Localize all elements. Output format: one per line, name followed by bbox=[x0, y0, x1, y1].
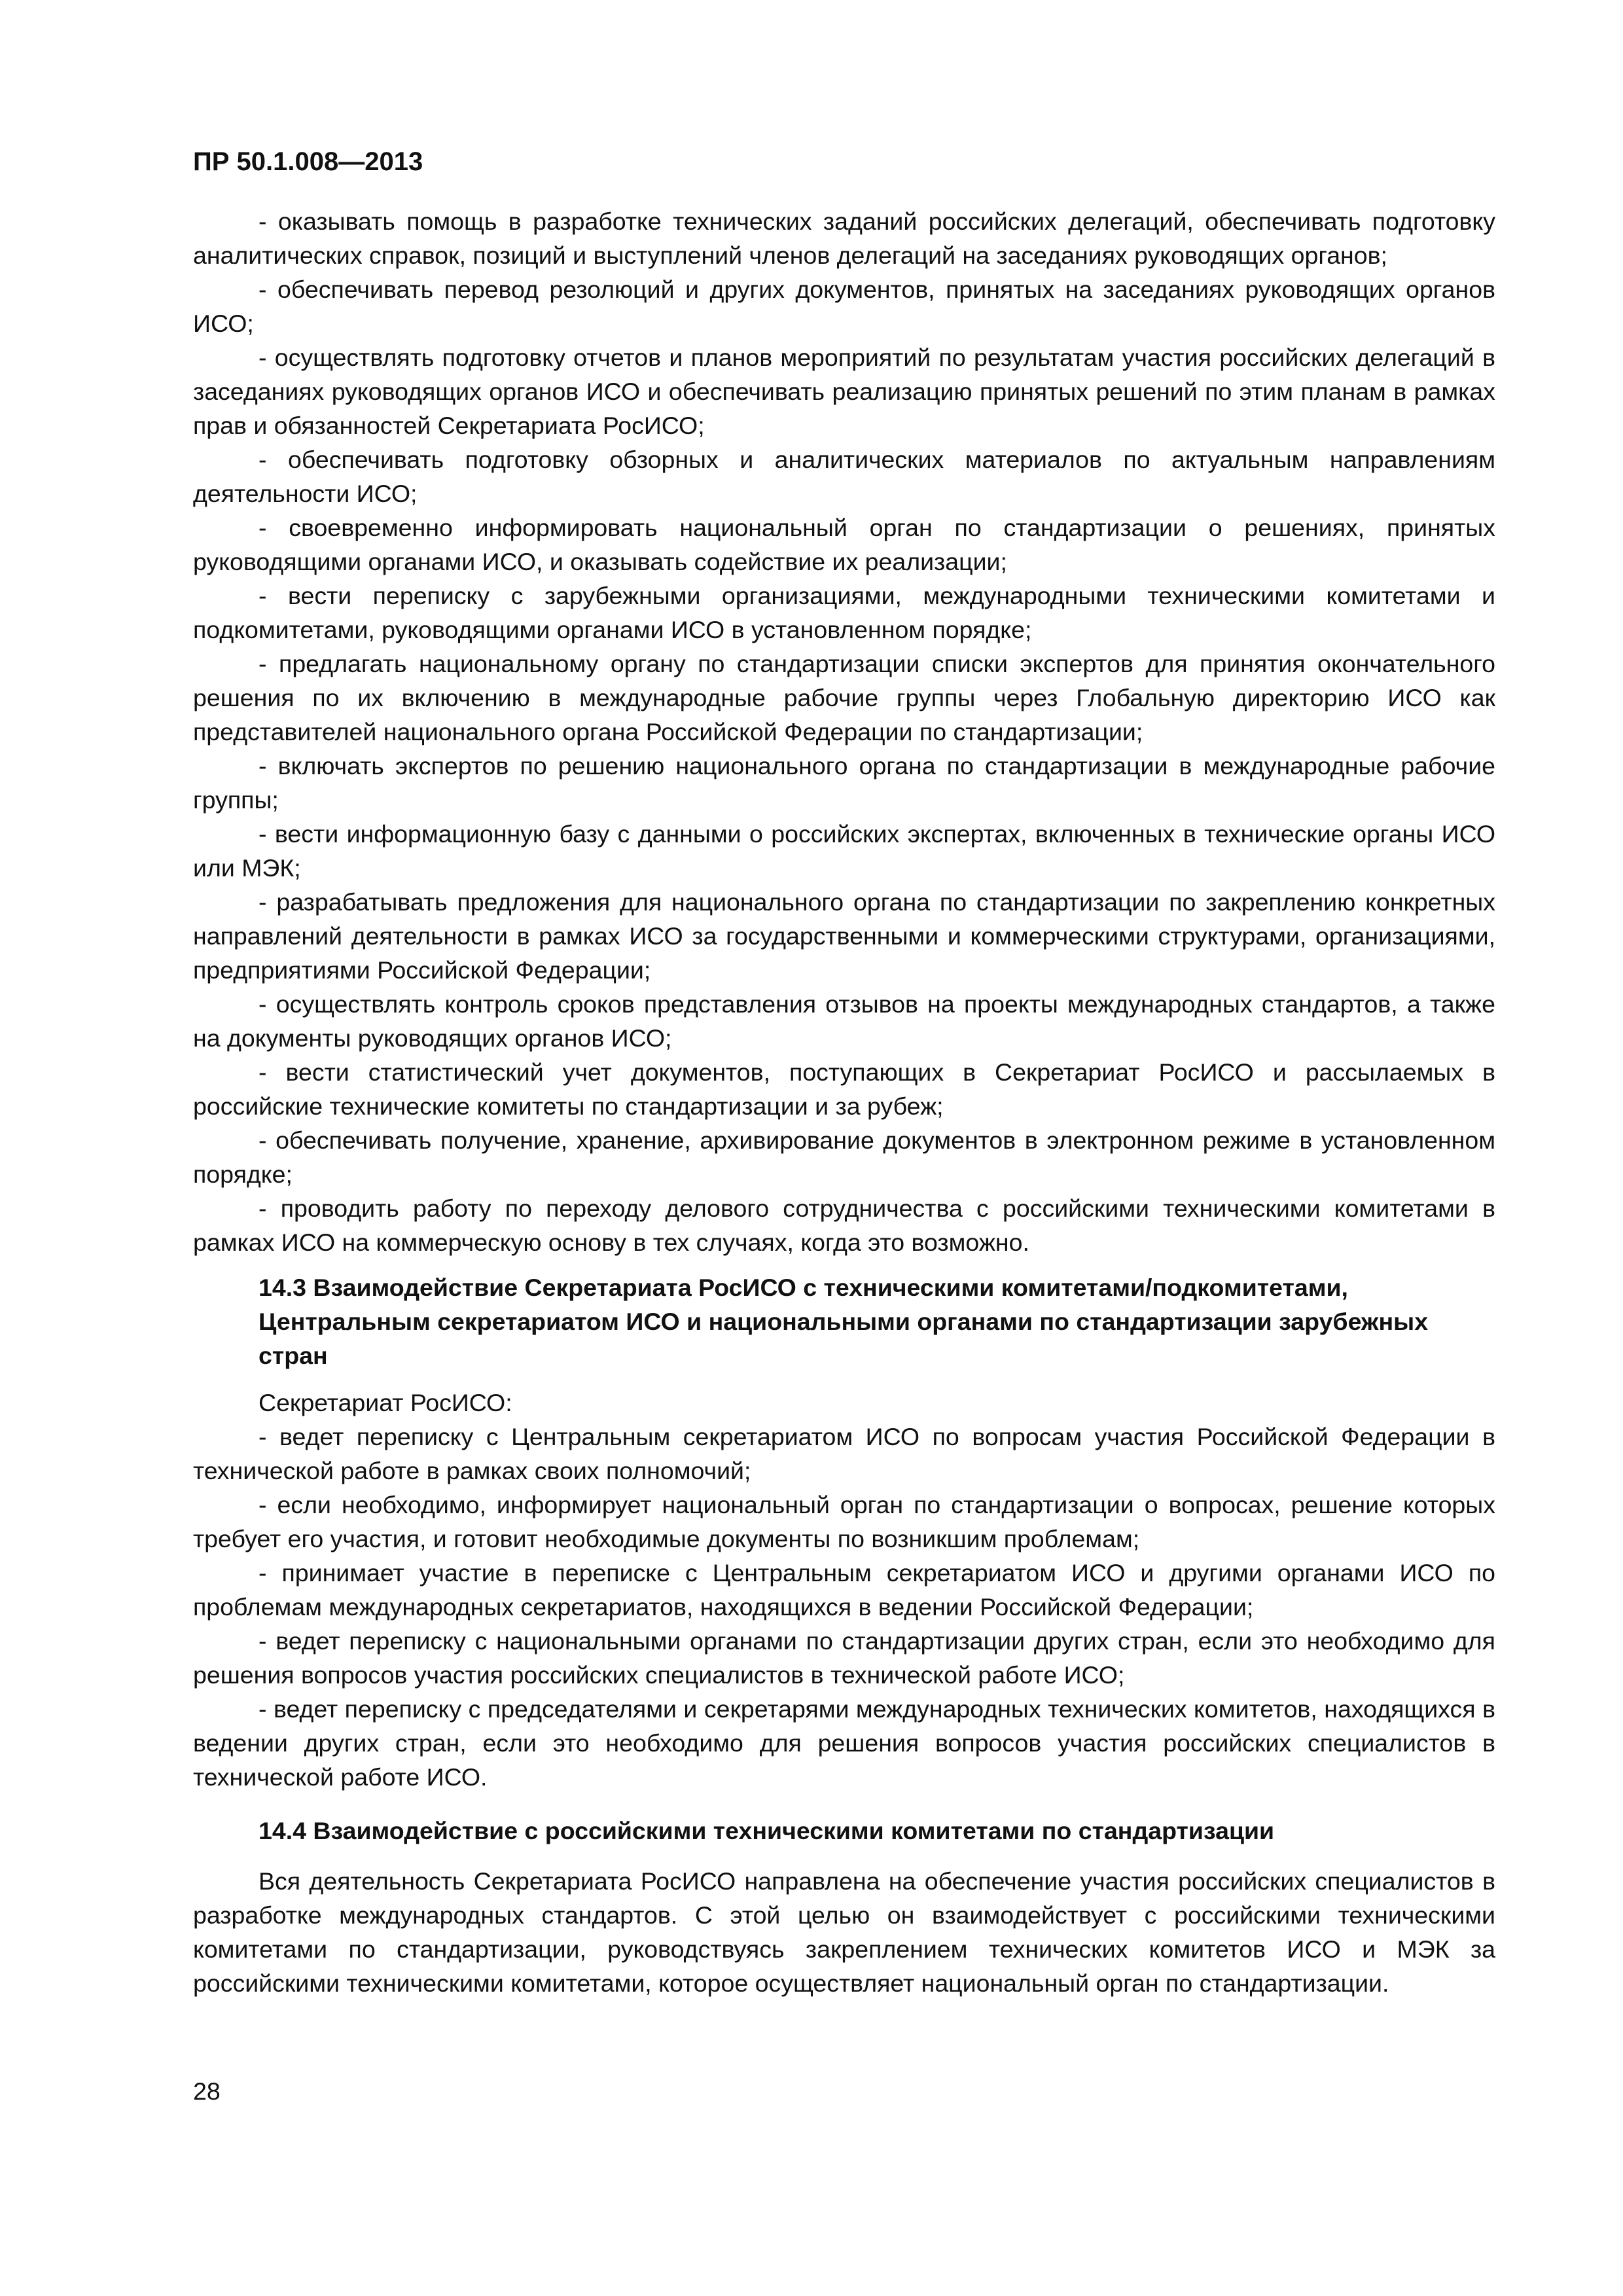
list-item: - вести статистический учет документов, поступающих в Секретариат РосИСО и рассылаемых в российские технические комитеты по стандартизации и за рубеж; bbox=[193, 1058, 1495, 1120]
list-item: - своевременно информировать национальный орган по стандартизации о решениях, принятых руководящими органами ИСО, и оказывать содействие их реализации; bbox=[193, 514, 1495, 575]
section-lead: Секретариат РосИСО: bbox=[259, 1389, 512, 1416]
list-item: - обеспечивать получение, хранение, архивирование документов в электронном режиме в установленном порядке; bbox=[193, 1126, 1495, 1188]
list-item: - разрабатывать предложения для национального органа по стандартизации по закреплению конкретных направлений деятельности в рамках ИСО за государственными и коммерческими структурами, организациями, предприятиями Российской Федерации; bbox=[193, 888, 1495, 984]
page-number: 28 bbox=[193, 2077, 221, 2105]
list-item: - включать экспертов по решению национального органа по стандартизации в международные рабочие группы; bbox=[193, 752, 1495, 814]
list-item: - проводить работу по переходу делового сотрудничества с российскими техническими комитетами в рамках ИСО на коммерческую основу в тех случаях, когда это возможно. bbox=[193, 1194, 1495, 1256]
document-code: ПР 50.1.008—2013 bbox=[193, 147, 423, 176]
list-item: - ведет переписку с Центральным секретариатом ИСО по вопросам участия Российской Федерации в технической работе в рамках своих полномочий; bbox=[193, 1423, 1495, 1484]
list-item: - вести переписку с зарубежными организациями, международными техническими комитетами и подкомитетами, руководящими органами ИСО в установленном порядке; bbox=[193, 582, 1495, 643]
list-item: - осуществлять подготовку отчетов и планов мероприятий по результатам участия российских делегаций в заседаниях руководящих органов ИСО и обеспечивать реализацию принятых решений по этим планам в рамках прав и обязанностей Секретариата РосИСО; bbox=[193, 344, 1495, 439]
section-paragraph: Вся деятельность Секретариата РосИСО направлена на обеспечение участия российских специалистов в разработке международных стандартов. С этой целью он взаимодействует с российскими техническими комитетами по стандартизации, руководствуясь закреплением технических комитетов ИСО и МЭК за российскими техническими комитетами, которое осуществляет национальный орган по стандартизации. bbox=[193, 1867, 1495, 1997]
section-heading-14-3: 14.3 Взаимодействие Секретариата РосИСО с техническими комитетами/подкомитетами, Центральным секретариатом ИСО и национальными органами по стандартизации зарубежных стран bbox=[259, 1274, 1429, 1369]
list-item: - если необходимо, информирует национальный орган по стандартизации о вопросах, решение которых требует его участия, и готовит необходимые документы по возникшим проблемам; bbox=[193, 1491, 1495, 1552]
list-item: - принимает участие в переписке с Центральным секретариатом ИСО и другими органами ИСО по проблемам международных секретариатов, находящихся в ведении Российской Федерации; bbox=[193, 1559, 1495, 1621]
list-item: - обеспечивать перевод резолюций и других документов, принятых на заседаниях руководящих органов ИСО; bbox=[193, 276, 1495, 337]
list-item: - обеспечивать подготовку обзорных и аналитических материалов по актуальным направлениям деятельности ИСО; bbox=[193, 446, 1495, 507]
section-heading-14-4: 14.4 Взаимодействие с российскими техническими комитетами по стандартизации bbox=[259, 1817, 1275, 1844]
list-item: - ведет переписку с председателями и секретарями международных технических комитетов, находящихся в ведении других стран, если это необходимо для решения вопросов участия российских специалистов в технической работе ИСО. bbox=[193, 1695, 1495, 1791]
list-item: - ведет переписку с национальными органами по стандартизации других стран, если это необходимо для решения вопросов участия российских специалистов в технической работе ИСО; bbox=[193, 1627, 1495, 1689]
list-item: - предлагать национальному органу по стандартизации списки экспертов для принятия окончательного решения по их включению в международные рабочие группы через Глобальную директорию ИСО как представителей национального органа Российской Федерации по стандартизации; bbox=[193, 650, 1495, 745]
list-item: - оказывать помощь в разработке технических заданий российских делегаций, обеспечивать подготовку аналитических справок, позиций и выступлений членов делегаций на заседаниях руководящих органов; bbox=[193, 207, 1495, 269]
list-item: - осуществлять контроль сроков представления отзывов на проекты международных стандартов, а также на документы руководящих органов ИСО; bbox=[193, 990, 1495, 1052]
list-item: - вести информационную базу с данными о российских экспертах, включенных в технические органы ИСО или МЭК; bbox=[193, 820, 1495, 882]
document-body bbox=[193, 204, 1495, 2000]
